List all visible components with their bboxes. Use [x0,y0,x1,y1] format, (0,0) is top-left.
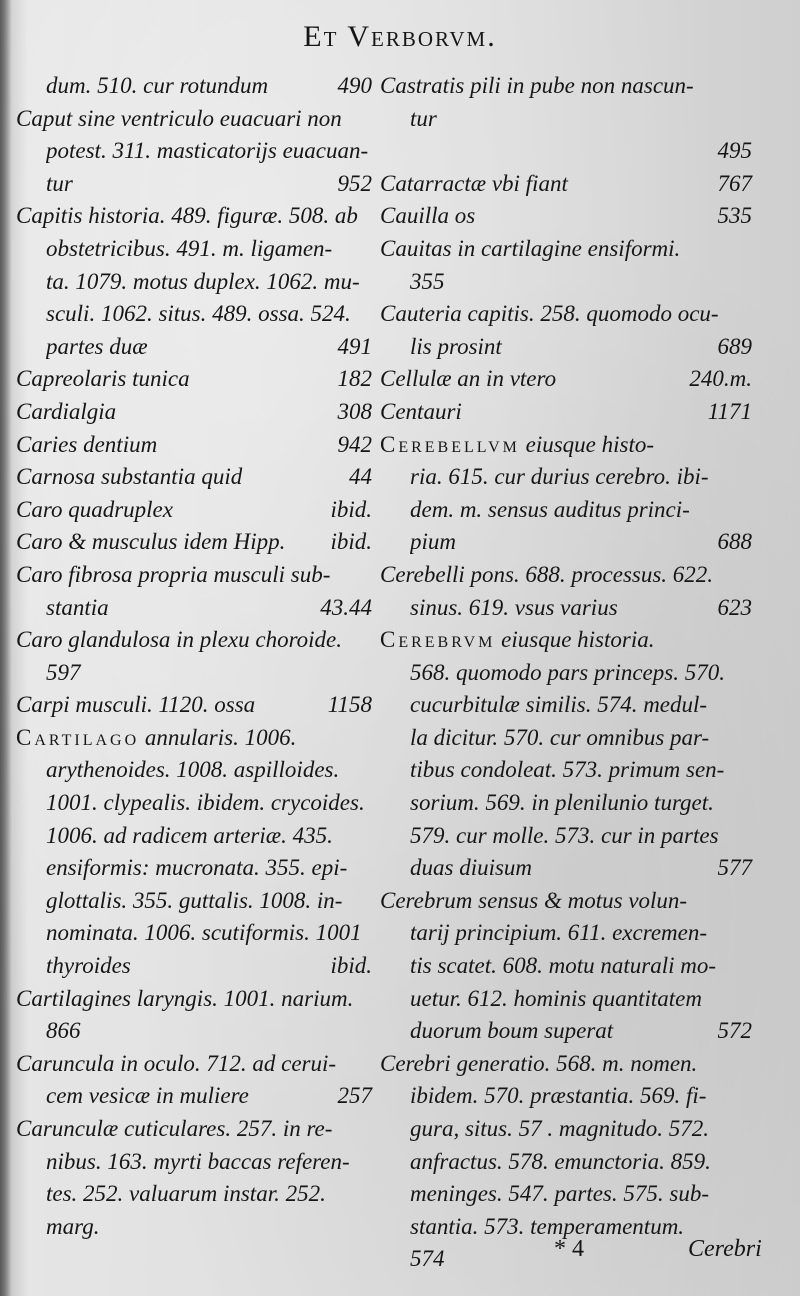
entry-text: Cerebelli pons. 688. processus. 622. [380,561,714,587]
index-entry [16,70,372,103]
entry-text: sinus. 619. vsus varius [410,594,618,620]
page-reference: 767 [717,170,752,196]
entry-line [380,624,752,657]
entry-line [16,787,372,820]
index-entry [16,559,372,624]
entry-line [380,200,752,233]
entry-line [380,363,752,396]
index-entry [16,1048,372,1113]
entry-text-rest: annularis. 1006. [144,724,297,750]
index-entry [380,298,752,363]
entry-line [380,233,752,266]
entry-line [380,722,752,755]
index-entry [16,494,372,527]
page-reference: ibid. [330,953,372,979]
entry-line [16,852,372,885]
entry-text: 597 [46,659,81,685]
entry-line [16,917,372,950]
entry-line [380,103,752,136]
entry-line [16,885,372,918]
index-column-left [16,70,372,1243]
page-reference: 1158 [327,692,372,718]
entry-line [16,331,372,364]
entry-line [380,657,752,690]
entry-text: potest. 311. masticatorijs euacuan- [46,138,369,164]
entry-text-rest: eiusque histo- [525,431,655,457]
index-entry [380,70,752,168]
entry-headword: Cerebellvm [380,431,520,457]
page-reference: 308 [337,398,372,424]
entry-line [16,689,372,722]
entry-headword: Cartilago [16,724,140,750]
entry-text: Cartilagines laryngis. 1001. narium. [16,985,354,1011]
binding-shadow [0,0,12,1296]
catchword: Cerebri [688,1236,762,1262]
entry-line [16,103,372,136]
entry-line [380,787,752,820]
index-entry [380,885,752,1048]
entry-text: stantia [46,594,109,620]
entry-line [16,298,372,331]
entry-line [16,1015,372,1048]
entry-text: Castratis pili in pube non nascun- [380,73,694,98]
entry-text: Carunculæ cuticulares. 257. in re- [16,1116,333,1141]
entry-text: Caries dentium [16,431,158,457]
page-reference: 491 [337,333,372,359]
entry-line [380,461,752,494]
entry-text: tarij principium. 611. excremen- [410,920,708,946]
page-reference: 490 [337,73,372,98]
entry-line [16,820,372,853]
page-reference: 535 [717,203,752,229]
entry-text: ta. 1079. motus duplex. 1062. mu- [46,268,360,294]
entry-text: 1006. ad radicem arteriæ. 435. [46,822,333,848]
page-reference: 495 [717,138,752,164]
page-reference: 44 [349,464,372,490]
index-entry [16,461,372,494]
entry-text [410,135,710,168]
entry-text: tis scatet. 608. motu naturali mo- [410,953,717,979]
entry-line [16,429,372,462]
index-entry [16,429,372,462]
entry-text: Catarractæ vbi fiant [380,170,568,196]
entry-text: pium [410,529,456,555]
entry-line [16,950,372,983]
entry-line [380,135,752,168]
entry-line [380,1048,752,1081]
entry-text: Caput sine ventriculo euacuari non [16,105,342,131]
page-reference: 688 [717,529,752,555]
entry-line [16,494,372,527]
index-entry [380,559,752,624]
entry-text: tur [410,105,437,131]
entry-line [380,559,752,592]
entry-text: partes duæ [46,333,148,359]
index-entry [380,429,752,559]
entry-text: Cauitas in cartilagine ensiformi. [380,235,681,261]
entry-text: Carnosa substantia quid [16,464,243,490]
entry-line [16,754,372,787]
entry-line [16,70,372,103]
entry-text: Caruncula in oculo. 712. ad cerui- [16,1050,337,1076]
page-reference: 952 [337,170,372,196]
entry-text: tes. 252. valuarum instar. 252. [46,1181,326,1207]
index-entry [16,363,372,396]
entry-line [16,526,372,559]
running-head: Et Verborvm. [303,20,497,53]
entry-text: Cauteria capitis. 258. quomodo ocu- [380,301,719,327]
entry-text: Carpi musculi. 1120. ossa [16,692,256,718]
page-reference: 182 [337,366,372,392]
entry-line [16,200,372,233]
entry-line [16,396,372,429]
entry-text [380,624,752,657]
page-reference: ibid. [330,529,372,555]
entry-line [16,592,372,625]
entry-line [380,1146,752,1179]
entry-text: stantia. 573. temperamentum. [410,1213,685,1239]
page-reference: 572 [717,1018,752,1044]
entry-text: uetur. 612. hominis quantitatem [410,985,702,1011]
entry-text: marg. [46,1213,100,1239]
entry-text [16,722,372,755]
index-entry [16,526,372,559]
index-entry [16,1113,372,1243]
entry-line [380,592,752,625]
entry-line [16,266,372,299]
entry-line [380,494,752,527]
index-entry [16,396,372,429]
entry-line [16,1113,372,1146]
index-entry [16,983,372,1048]
entry-text: duorum boum superat [410,1018,614,1044]
entry-text: Cardialgia [16,398,117,424]
index-entry [380,363,752,396]
entry-text: ensiformis: mucronata. 355. epi- [46,855,348,881]
entry-text: 866 [46,1018,81,1044]
entry-line [16,1146,372,1179]
page-reference: 942 [337,431,372,457]
entry-line [380,1178,752,1211]
entry-line [380,168,752,201]
entry-text: Caro & musculus idem Hipp. [16,529,286,555]
entry-text: ibidem. 570. præstantia. 569. fi- [410,1083,707,1109]
entry-text: nominata. 1006. scutiformis. 1001 [46,920,362,946]
entry-line [16,657,372,690]
entry-text: 579. cur molle. 573. cur in partes [410,822,719,848]
entry-text: Capreolaris tunica [16,366,190,392]
entry-line [380,983,752,1016]
index-entry [16,689,372,722]
entry-line [16,624,372,657]
entry-text: Cellulæ an in vtero [380,366,557,392]
entry-text: meninges. 547. partes. 575. sub- [410,1181,709,1207]
entry-text: obstetricibus. 491. m. ligamen- [46,235,333,261]
entry-text: gura, situs. 57 . magnitudo. 572. [410,1116,710,1141]
index-entry [16,200,372,363]
index-entry [16,722,372,983]
entry-line [16,1048,372,1081]
entry-text-rest: eiusque historia. [501,627,655,653]
entry-headword: Cerebrvm [380,627,496,653]
entry-line [380,820,752,853]
page-reference: 1171 [707,398,752,424]
entry-line [380,885,752,918]
page-reference: 240.m. [689,366,752,392]
entry-text: Cerebrum sensus & motus volun- [380,887,688,913]
index-entry [380,624,752,885]
entry-text: cucurbitulæ similis. 574. medul- [410,692,708,718]
entry-text: lis prosint [410,333,502,359]
index-entry [380,168,752,201]
entry-text: sculi. 1062. situs. 489. ossa. 524. [46,301,351,327]
entry-text: thyroides [46,953,131,979]
entry-line [380,1113,752,1146]
entry-text: Centauri [380,398,462,424]
entry-line [16,1178,372,1211]
page-reference: ibid. [330,496,372,522]
entry-line [380,429,752,462]
entry-text: 355 [410,268,445,294]
entry-text: Capitis historia. 489. figuræ. 508. ab [16,203,358,229]
signature-mark: * 4 [554,1236,584,1262]
entry-line [380,70,752,103]
page-reference: 43.44 [320,594,372,620]
index-entry [380,200,752,233]
entry-line [16,461,372,494]
entry-line [16,1080,372,1113]
index-entry [380,233,752,298]
entry-line [380,331,752,364]
entry-line [380,526,752,559]
entry-line [16,135,372,168]
entry-text: glottalis. 355. guttalis. 1008. in- [46,887,343,913]
entry-text: arythenoides. 1008. aspilloides. [46,757,340,783]
entry-line [380,298,752,331]
entry-line [16,983,372,1016]
entry-line [380,1015,752,1048]
entry-text: Caro fibrosa propria musculi sub- [16,561,331,587]
entry-text: anfractus. 578. emunctoria. 859. [410,1148,711,1174]
entry-text: Caro glandulosa in plexu choroide. [16,627,343,653]
entry-line [380,852,752,885]
entry-text: la dicitur. 570. cur omnibus par- [410,724,710,750]
entry-line [16,363,372,396]
entry-text: ria. 615. cur durius cerebro. ibi- [410,464,709,490]
entry-line [380,689,752,722]
entry-line [380,754,752,787]
index-column-right [380,70,752,1276]
page-reference: 577 [717,855,752,881]
entry-text: sorium. 569. in plenilunio turget. [410,790,714,816]
entry-text: Cerebri generatio. 568. m. nomen. [380,1050,698,1076]
page-reference: 623 [717,594,752,620]
index-entry [16,624,372,689]
entry-text: duas diuisum [410,855,533,881]
entry-text: tur [46,170,73,196]
index-entry [16,103,372,201]
page-reference: 257 [337,1083,372,1109]
entry-line [16,168,372,201]
entry-text: tibus condoleat. 573. primum sen- [410,757,725,783]
entry-line [380,266,752,299]
entry-line [16,559,372,592]
entry-line [16,722,372,755]
entry-line [16,233,372,266]
entry-text: Cauilla os [380,203,476,229]
entry-text: cem vesicæ in muliere [46,1083,249,1109]
entry-line [380,396,752,429]
page-reference: 689 [717,333,752,359]
entry-line [380,1080,752,1113]
entry-text [380,429,752,462]
page-footer [0,1236,800,1276]
index-entry [380,396,752,429]
entry-line [380,917,752,950]
entry-text: 568. quomodo pars princeps. 570. [410,659,725,685]
entry-text: 1001. clypealis. ibidem. crycoides. [46,790,365,816]
entry-text: dum. 510. cur rotundum [46,73,269,98]
entry-text: nibus. 163. myrti baccas referen- [46,1148,350,1174]
entry-text: 574 [410,1246,445,1272]
entry-text: dem. m. sensus auditus princi- [410,496,690,522]
entry-line [380,950,752,983]
entry-text: Caro quadruplex [16,496,173,522]
